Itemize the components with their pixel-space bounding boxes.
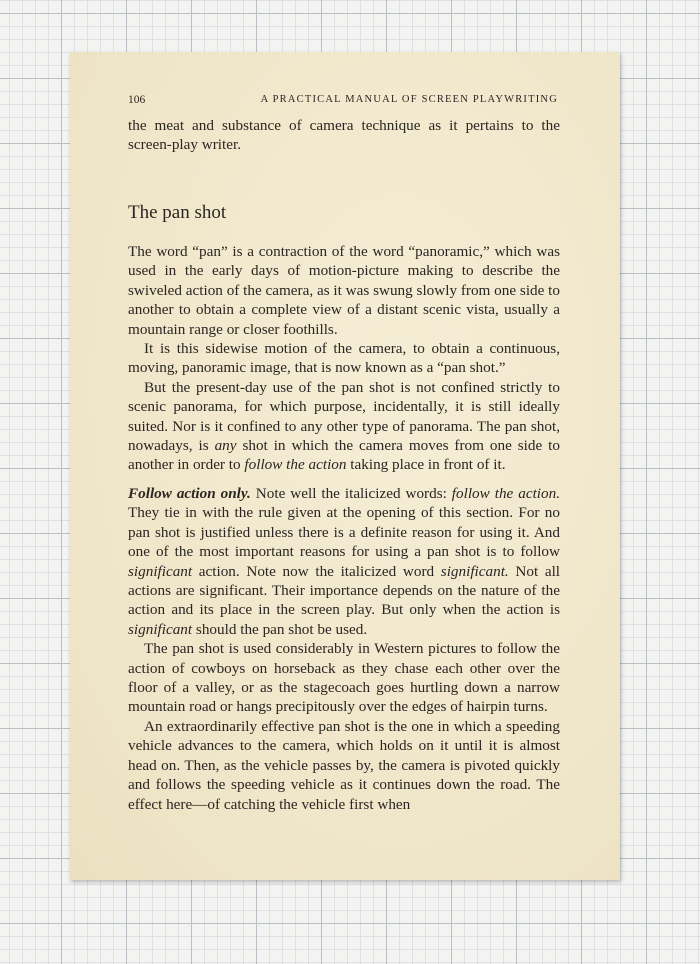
paragraph: The pan shot is used considerably in Western pictures to follow the action of cowboys on horseback as they chase each other over the floor of a valley, or as the stagecoach goes hurtling down a narrow mountain road or hangs precipitously over the edges of hairpin turns. [128,640,560,716]
italic-text: any [214,437,237,455]
paragraph: It is this sidewise motion of the camera, to obtain a continuous, moving, panoramic image, that is now known as a “pan shot.” [128,340,560,377]
text-run: action. Note now the italicized word [198,562,435,580]
italic-text: follow the action. [451,485,560,502]
text-run: But the present-day use of the pan shot is not confined strictly to scenic panorama, for which purpose, incidentally, it is still ideally suited. Nor is it confined to any other type of panorama. The pan shot, nowadays, is [128,378,560,455]
text-run: should the pan shot be used. [195,620,368,638]
page-header [128,94,558,110]
intro-paragraph: the meat and substance of camera technique as it pertains to the screen-play writer. [128,117,560,154]
text-run: Note well the italicized words: [255,485,447,502]
intro-text-block [128,116,560,155]
text-run: taking place in front of it. [350,456,506,474]
paragraph [128,484,560,639]
section-body [128,242,560,475]
paragraph [128,378,560,475]
paragraph: An extraordinarily effective pan shot is the one in which a speeding vehicle advances to the camera, which holds on it until it is almost head on. Then, as the vehicle passes by, the camera is pivoted quickly and follows the speeding vehicle as it continues down the road. The effect here—of catching the vehicle first when [128,717,560,813]
running-head: A PRACTICAL MANUAL OF SCREEN PLAYWRITING [260,94,558,105]
italic-text: follow the action [244,456,347,474]
page-number: 106 [128,94,146,106]
italic-text: significant [128,620,193,638]
book-page [70,52,620,880]
paragraph: The word “pan” is a contraction of the word “panoramic,” which was used in the early days of motion-picture making to describe the swiveled action of the camera, as it was swung slowly from one side to another to obtain a complete view of a distant scenic vista, usually a mountain range or closer foothills. [128,243,560,338]
subsection-heading: Follow action only. [128,485,251,502]
italic-text: significant [128,562,193,580]
text-run: shot in which the camera moves from one side to another in order to [128,437,560,474]
section-title: The pan shot [128,202,227,223]
italic-text: significant. [440,562,509,580]
text-run: They tie in with the rule given at the opening of this section. For no pan shot is justified unless there is a definite reason for using it. And one of the most important reasons for using a pan shot is to follow [128,504,560,561]
subsection-body [128,484,560,814]
text-run: Not all actions are significant. Their importance depends on the nature of the action and its place in the screen play. But only when the action is [128,562,561,619]
